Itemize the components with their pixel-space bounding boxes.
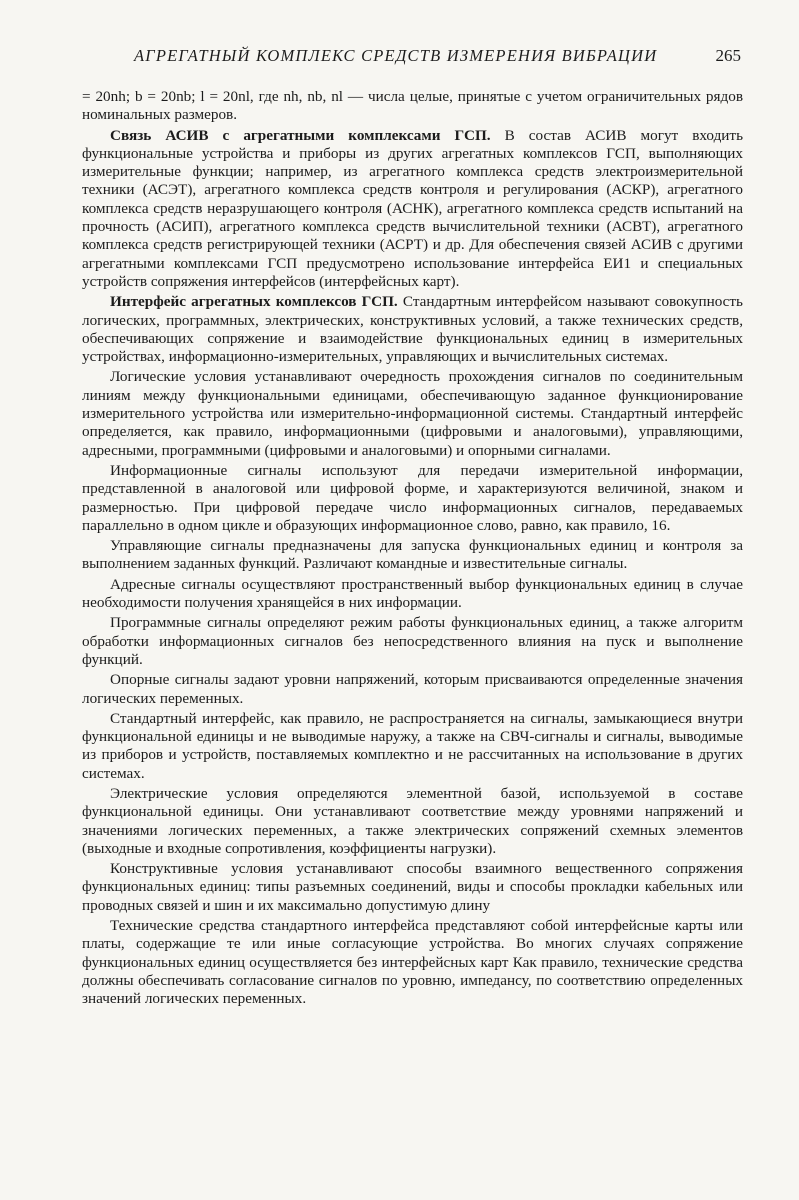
paragraph-program-signals: Программные сигналы определяют режим работы функциональных единиц, а также алгоритм обработки информационных сигналов без непосредственного влияния на пуск и выполнение функций. bbox=[82, 614, 743, 668]
paragraph-continuation: = 20nh; b = 20nb; l = 20nl, где nh, nb, nl — числа целые, принятые с учетом ограничительных рядов номинальных размеров. bbox=[82, 88, 743, 124]
paragraph-interface: Интерфейс агрегатных комплексов ГСП. Стандартным интерфейсом называют совокупность логических, программных, электрических, конструктивных условий, а также технических средств, обеспечивающих сопряжение и взаимодействие функциональных единиц в измерительных устройствах, информационно-измерительных, управляющих и вычислительных системах. bbox=[82, 293, 743, 366]
running-title: АГРЕГАТНЫЙ КОМПЛЕКС СРЕДСТВ ИЗМЕРЕНИЯ ВИБРАЦИИ bbox=[134, 46, 658, 65]
paragraph-standard-interface: Стандартный интерфейс, как правило, не распространяется на сигналы, замыкающиеся внутри функциональной единицы и не выводимые наружу, а также на СВЧ-сигналы и сигналы, выводимые из приборов и устройств, поставляемых комплектно и не рассчитанных на использование в других системах. bbox=[82, 709, 743, 782]
paragraph-reference-signals: Опорные сигналы задают уровни напряжений, которым присваиваются определенные значения логических переменных. bbox=[82, 671, 743, 707]
paragraph-control-signals: Управляющие сигналы предназначены для запуска функциональных единиц и контроля за выполнением заданных функций. Различают командные и известительные сигналы. bbox=[82, 537, 743, 573]
paragraph-technical-means: Технические средства стандартного интерфейса представляют собой интерфейсные карты или платы, содержащие те или иные согласующие устройства. Во многих случаях сопряжение функциональных единиц осуществляется без интерфейсных карт Как правило, технические средства должны обеспечивать согласование сигналов по уровню, импедансу, по соответствию определенных значений логических переменных. bbox=[82, 917, 743, 1008]
section-heading: Связь АСИВ с агрегатными комплексами ГСП. bbox=[110, 126, 491, 144]
body-text bbox=[82, 88, 743, 1009]
paragraph-logical-conditions: Логические условия устанавливают очередность прохождения сигналов по соединительным линиям между функциональными единицами, обеспечивающую заданное функционирование измерительного устройства или измерительно-информационной системы. Стандартный интерфейс определяется, как правило, информационными (цифровыми и аналоговыми), управляющими, адресными, программными (цифровыми и аналоговыми) и опорными сигналами. bbox=[82, 368, 743, 459]
section-heading: Интерфейс агрегатных комплексов ГСП. bbox=[110, 293, 398, 311]
paragraph-asiv-links: Связь АСИВ с агрегатными комплексами ГСП. В состав АСИВ могут входить функциональные устройства и приборы из других агрегатных комплексов ГСП, выполняющих измерительные функции; например, из агрегатного комплекса средств электроизмерительной техники (АСЭТ), агрегатного комплекса средств контроля и регулирования (АСКР), агрегатного комплекса средств неразрушающего контроля (АСНК), агрегатного комплекса средств испытаний на прочность (АСИП), агрегатного комплекса средств вычислительной техники (АСВТ), агрегатного комплекса средств регистрирующей техники (АСРТ) и др. Для обеспечения связей АСИВ с другими агрегатными комплексами ГСП предусмотрено использование интерфейса ЕИ1 и специальных устройств сопряжения интерфейсов (интерфейсных карт). bbox=[82, 126, 743, 290]
paragraph-address-signals: Адресные сигналы осуществляют пространственный выбор функциональных единиц в случае необходимости получения хранящейся в них информации. bbox=[82, 575, 743, 612]
paragraph-electrical-conditions: Электрические условия определяются элементной базой, используемой в составе функциональной единицы. Они устанавливают соответствие между уровнями напряжений и значениями логических переменных, а также электрических сопряжений схемных элементов (выходные и входные сопротивления, коэффициенты нагрузки). bbox=[82, 784, 743, 857]
paragraph-constructive-conditions: Конструктивные условия устанавливают способы взаимного вещественного сопряжения функциональных единиц: типы разъемных соединений, виды и способы прокладки кабельных или проводных связей и шин и их максимально допустимую длину bbox=[82, 860, 743, 914]
page-number: 265 bbox=[715, 46, 741, 65]
paragraph-information-signals: Информационные сигналы используют для передачи измерительной информации, представленной в аналоговой или цифровой форме, и характеризуются величиной, знаком и размерностью. При цифровой передаче число информационных сигналов, передаваемых параллельно в одном цикле и образующих информационное слово, равно, как правило, 16. bbox=[82, 461, 743, 534]
page-header bbox=[82, 46, 743, 74]
